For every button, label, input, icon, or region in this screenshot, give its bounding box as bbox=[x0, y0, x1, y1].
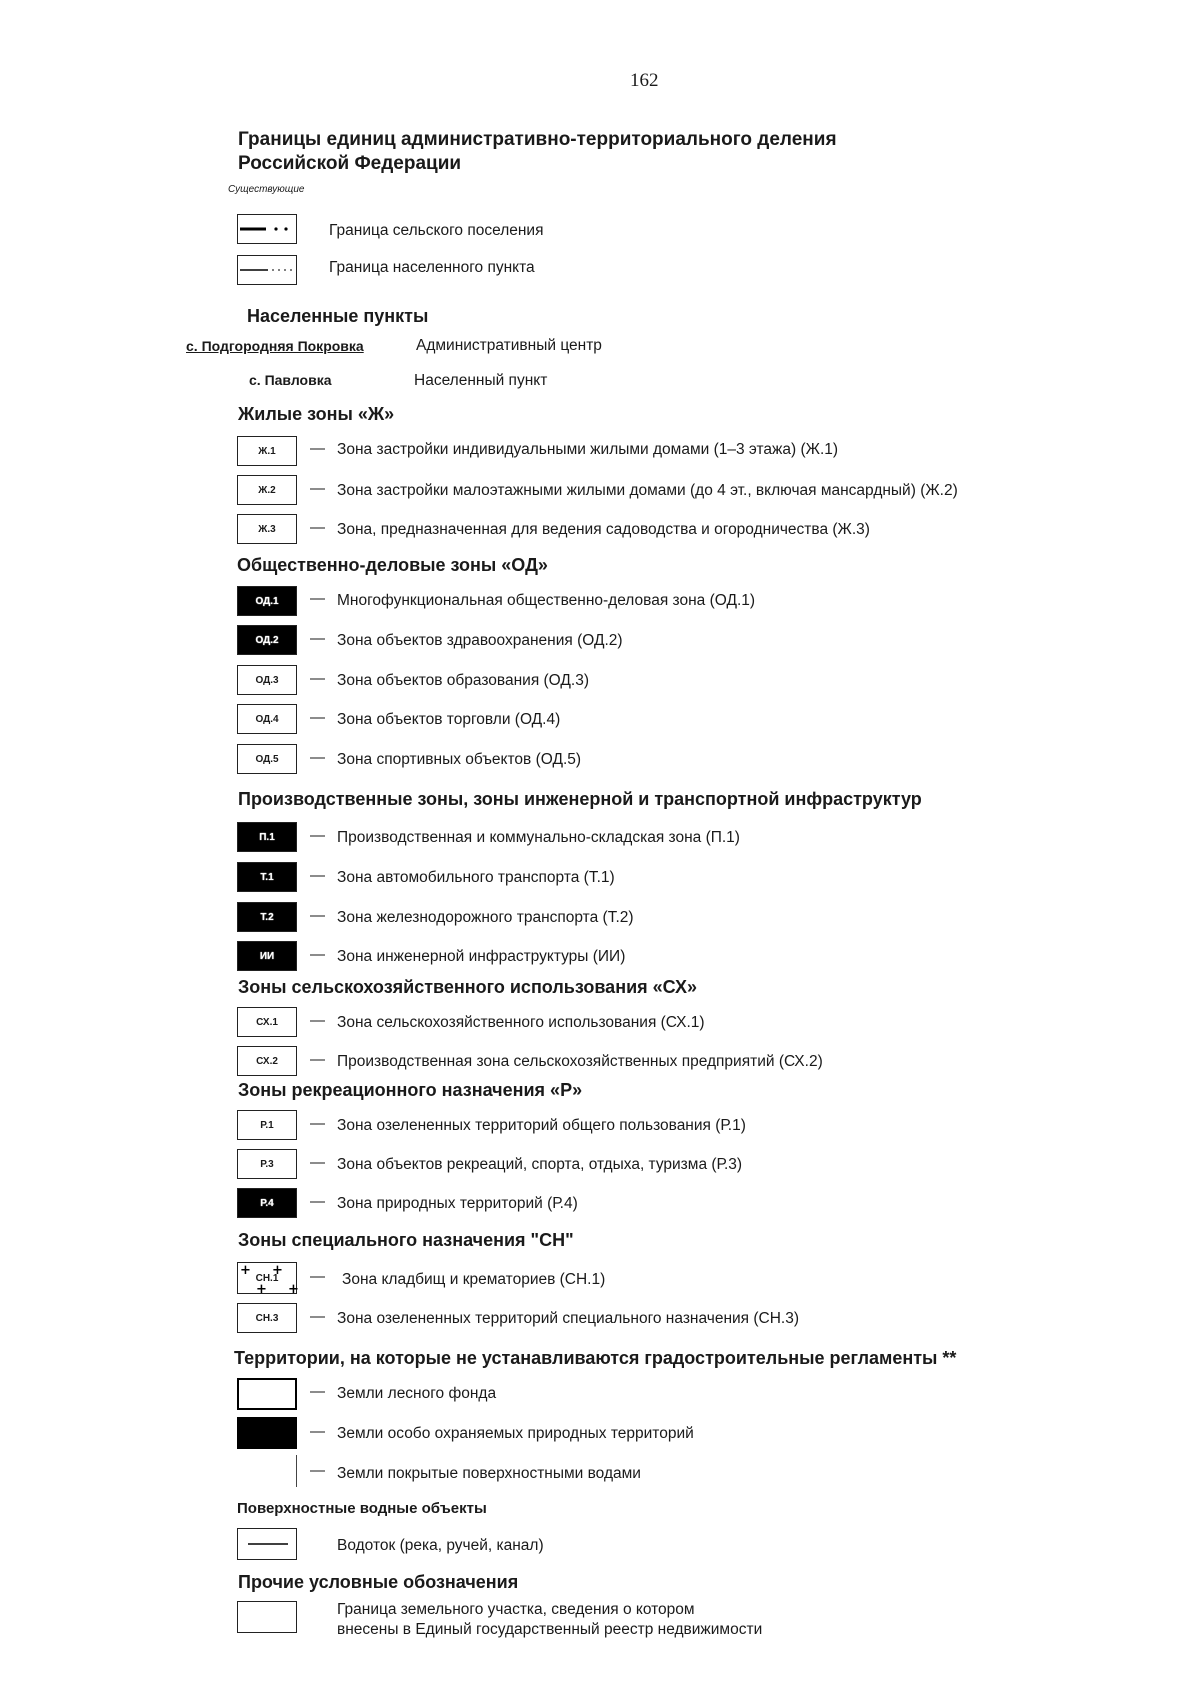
svg-text:+: + bbox=[288, 1282, 299, 1297]
zone-label-t2: Зона железнодорожного транспорта (Т.2) bbox=[337, 909, 634, 926]
zone-label-zh3: Зона, предназначенная для ведения садоводства и огородничества (Ж.3) bbox=[337, 521, 870, 538]
protected-areas-symbol bbox=[237, 1417, 297, 1449]
zone-symbol-r4 bbox=[237, 1188, 297, 1218]
zone-symbol-t2 bbox=[237, 902, 297, 932]
watercourse-label: Водоток (река, ручей, канал) bbox=[337, 1537, 544, 1554]
zone-label-zh2: Зона застройки малоэтажными жилыми домами (до 4 эт., включая мансардный) (Ж.2) bbox=[337, 482, 958, 499]
land-plot-label-line2: внесены в Единый государственный реестр недвижимости bbox=[337, 1621, 763, 1638]
surface-water-symbol bbox=[296, 1455, 297, 1487]
legend-dash: — bbox=[310, 590, 325, 607]
legend-dash: — bbox=[310, 670, 325, 687]
zone-symbol-sh1 bbox=[237, 1007, 297, 1037]
zone-symbol-od3 bbox=[237, 665, 297, 695]
zone-symbol-sh2 bbox=[237, 1046, 297, 1076]
land-plot-label-line1: Граница земельного участка, сведения о котором bbox=[337, 1601, 695, 1618]
zone-symbol-od1 bbox=[237, 586, 297, 616]
zone-code: ОД.2 bbox=[255, 634, 279, 646]
legend-dash: — bbox=[310, 709, 325, 726]
legend-dash: — bbox=[310, 907, 325, 924]
zone-label-sh1: Зона сельскохозяйственного использования (СХ.1) bbox=[337, 1014, 705, 1031]
zone-label-od3: Зона объектов образования (ОД.3) bbox=[337, 672, 589, 689]
residential-title: Жилые зоны «Ж» bbox=[238, 404, 395, 424]
zone-code: Р.1 bbox=[260, 1119, 274, 1131]
legend-dash: — bbox=[310, 1423, 325, 1440]
zone-label-od4: Зона объектов торговли (ОД.4) bbox=[337, 711, 561, 728]
zone-code: ИИ bbox=[259, 950, 275, 962]
protected-areas-label: Земли особо охраняемых природных территорий bbox=[337, 1425, 694, 1442]
special-title: Зоны специального назначения "СН" bbox=[238, 1230, 574, 1250]
legend-dash: — bbox=[310, 1012, 325, 1029]
other-title: Прочие условные обозначения bbox=[238, 1572, 519, 1592]
settlement-border-line-icon bbox=[238, 256, 296, 284]
zone-symbol-r3 bbox=[237, 1149, 297, 1179]
zone-code: Ж.2 bbox=[258, 484, 276, 496]
legend-dash: — bbox=[310, 1383, 325, 1400]
settlement-desc: Населенный пункт bbox=[414, 372, 548, 389]
zone-symbol-sn3 bbox=[237, 1303, 297, 1333]
header-title-line2: Российской Федерации bbox=[238, 153, 462, 174]
watercourse-line-icon bbox=[238, 1529, 296, 1559]
header-title-line1: Границы единиц административно-территориального деления bbox=[238, 129, 837, 150]
land-plot-border-symbol bbox=[237, 1601, 297, 1633]
legend-dash: — bbox=[310, 519, 325, 536]
zone-label-r1: Зона озелененных территорий общего пользования (Р.1) bbox=[337, 1117, 746, 1134]
legend-dash: — bbox=[310, 867, 325, 884]
zone-symbol-zh2 bbox=[237, 475, 297, 505]
zone-code: СН.3 bbox=[255, 1312, 279, 1324]
svg-text:+: + bbox=[272, 1263, 283, 1278]
recreation-title: Зоны рекреационного назначения «Р» bbox=[238, 1080, 583, 1100]
legend-dash: — bbox=[310, 1154, 325, 1171]
legend-dash: — bbox=[310, 440, 325, 457]
zone-code: Р.4 bbox=[260, 1197, 274, 1209]
zone-symbol-od4 bbox=[237, 704, 297, 734]
zone-symbol-sn1 bbox=[237, 1262, 299, 1297]
zone-symbol-ii bbox=[237, 941, 297, 971]
legend-dash: — bbox=[310, 480, 325, 497]
admin-center-name: с. Подгородняя Покровка bbox=[186, 338, 364, 354]
existing-label: Существующие bbox=[228, 184, 305, 195]
zone-code: СХ.2 bbox=[256, 1055, 278, 1067]
industrial-title: Производственные зоны, зоны инженерной и транспортной инфраструктур bbox=[238, 789, 922, 809]
zone-label-ii: Зона инженерной инфраструктуры (ИИ) bbox=[337, 948, 626, 965]
legend-dash: — bbox=[310, 1115, 325, 1132]
zone-code: СХ.1 bbox=[256, 1016, 278, 1028]
zone-code: Т.2 bbox=[260, 911, 274, 923]
zone-label-sn1: Зона кладбищ и крематориев (СН.1) bbox=[342, 1271, 606, 1288]
surface-water-label: Земли покрытые поверхностными водами bbox=[337, 1465, 641, 1482]
legend-dash: — bbox=[310, 630, 325, 647]
legend-dash: — bbox=[310, 1193, 325, 1210]
svg-text:+: + bbox=[256, 1282, 267, 1297]
rural-border-symbol bbox=[237, 214, 297, 244]
zone-code: ОД.5 bbox=[255, 753, 279, 765]
zone-label-od5: Зона спортивных объектов (ОД.5) bbox=[337, 751, 582, 768]
zone-symbol-od2 bbox=[237, 625, 297, 655]
zone-label-p1: Производственная и коммунально-складская зона (П.1) bbox=[337, 829, 740, 846]
settlement-border-label: Граница населенного пункта bbox=[329, 259, 535, 276]
agricultural-title: Зоны сельскохозяйственного использования «СХ» bbox=[238, 977, 697, 997]
settlement-border-symbol bbox=[237, 255, 297, 285]
zone-code: Р.3 bbox=[260, 1158, 274, 1170]
zone-code: П.1 bbox=[259, 831, 275, 843]
legend-dash: — bbox=[310, 946, 325, 963]
public-title: Общественно-деловые зоны «ОД» bbox=[237, 555, 548, 575]
settlement-name: с. Павловка bbox=[249, 372, 332, 388]
zone-label-r4: Зона природных территорий (Р.4) bbox=[337, 1195, 578, 1212]
zone-label-r3: Зона объектов рекреаций, спорта, отдыха, туризма (Р.3) bbox=[337, 1156, 743, 1173]
zone-label-od2: Зона объектов здравоохранения (ОД.2) bbox=[337, 632, 623, 649]
legend-dash: — bbox=[310, 1462, 325, 1479]
zone-label-zh1: Зона застройки индивидуальными жилыми домами (1–3 этажа) (Ж.1) bbox=[337, 441, 839, 458]
settlements-title: Населенные пункты bbox=[247, 306, 429, 326]
zone-label-t1: Зона автомобильного транспорта (Т.1) bbox=[337, 869, 615, 886]
legend-dash: — bbox=[310, 1268, 325, 1285]
legend-dash: — bbox=[310, 1308, 325, 1325]
legend-dash: — bbox=[310, 827, 325, 844]
zone-symbol-r1 bbox=[237, 1110, 297, 1140]
zone-code: Ж.1 bbox=[258, 445, 276, 457]
watercourse-symbol bbox=[237, 1528, 297, 1560]
forest-fund-label: Земли лесного фонда bbox=[337, 1385, 497, 1402]
rural-border-line-icon bbox=[238, 215, 296, 243]
zone-symbol-od5 bbox=[237, 744, 297, 774]
admin-center-desc: Административный центр bbox=[416, 337, 602, 354]
zone-symbol-p1 bbox=[237, 822, 297, 852]
zone-code: Т.1 bbox=[260, 871, 274, 883]
zone-symbol-t1 bbox=[237, 862, 297, 892]
zone-code: Ж.3 bbox=[258, 523, 276, 535]
zone-label-sn3: Зона озелененных территорий специального назначения (СН.3) bbox=[337, 1310, 800, 1327]
zone-symbol-zh3 bbox=[237, 514, 297, 544]
svg-text:+: + bbox=[240, 1263, 251, 1278]
zone-code: ОД.1 bbox=[255, 595, 279, 607]
legend-dash: — bbox=[310, 749, 325, 766]
zone-code: СН.1 bbox=[255, 1272, 279, 1284]
zone-code: ОД.3 bbox=[255, 674, 279, 686]
water-title: Поверхностные водные объекты bbox=[237, 1500, 487, 1517]
forest-fund-symbol bbox=[237, 1378, 297, 1410]
legend-dash: — bbox=[310, 1051, 325, 1068]
zone-label-od1: Многофункциональная общественно-деловая зона (ОД.1) bbox=[337, 592, 756, 609]
rural-border-label: Граница сельского поселения bbox=[329, 222, 544, 239]
no-regulations-title: Территории, на которые не устанавливаются градостроительные регламенты ** bbox=[234, 1348, 957, 1368]
zone-code: ОД.4 bbox=[255, 713, 279, 725]
page-number: 162 bbox=[630, 70, 659, 91]
zone-label-sh2: Производственная зона сельскохозяйственных предприятий (СХ.2) bbox=[337, 1053, 823, 1070]
zone-symbol-zh1 bbox=[237, 436, 297, 466]
